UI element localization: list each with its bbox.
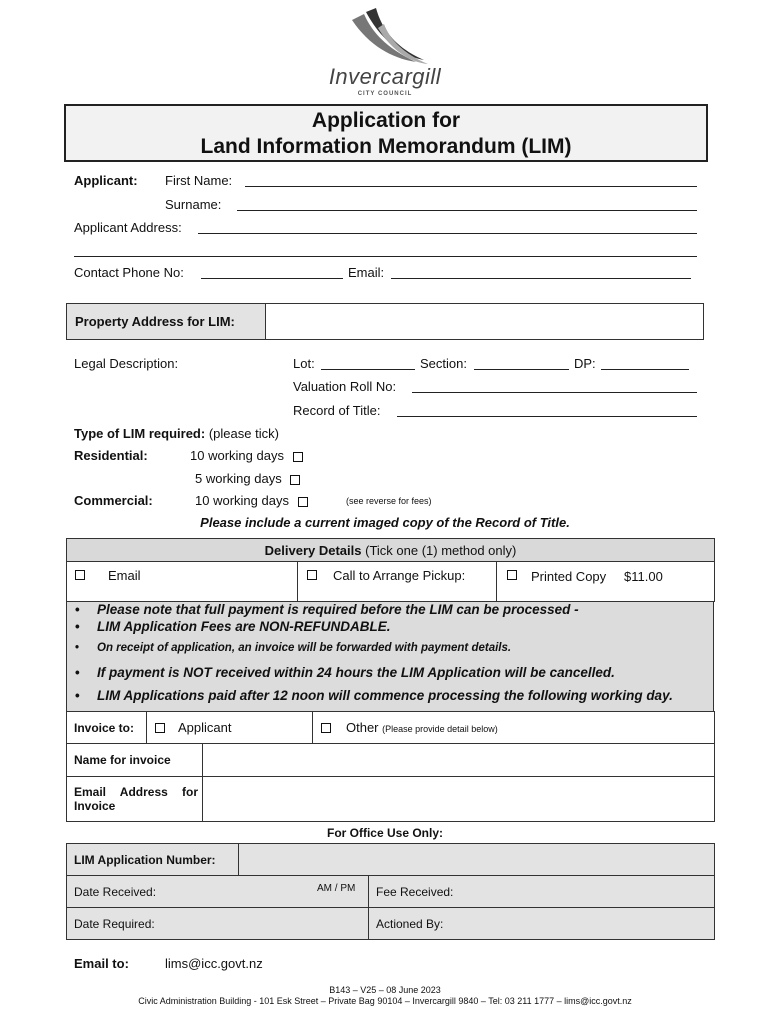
office-use-heading: For Office Use Only: [326,826,444,840]
note-item: • If payment is NOT received within 24 hours the LIM Application will be cancelled. [75,665,615,680]
section-field[interactable] [474,369,569,370]
invoice-name-field[interactable] [202,743,715,777]
surname-label: Surname: [165,197,222,212]
invoice-other-checkbox[interactable] [321,723,331,733]
commercial-10-days-checkbox[interactable] [298,497,308,507]
commercial-10-days-label: 10 working days [195,493,289,508]
delivery-email-checkbox[interactable] [75,570,85,580]
fee-received-cell[interactable] [368,875,715,908]
surname-field[interactable] [237,210,697,211]
property-address-field[interactable] [265,303,704,340]
fee-received-label: Fee Received: [376,885,454,899]
fees-note: (see reverse for fees) [346,496,432,506]
dp-label: DP: [574,356,596,371]
record-of-title-instruction: Please include a current imaged copy of the Record of Title. [200,515,570,530]
phone-label: Contact Phone No: [74,265,184,280]
commercial-10-days [195,493,308,508]
form-code: B143 – V25 – 08 June 2023 [329,985,441,995]
email-field[interactable] [391,278,691,279]
address-field-line2[interactable] [74,256,697,257]
invoice-other-note: (Please provide detail below) [382,724,498,734]
residential-5-days [195,471,300,486]
delivery-heading: Delivery Details [264,543,362,558]
residential-5-days-checkbox[interactable] [290,475,300,485]
record-of-title-field[interactable] [397,416,697,417]
valuation-field[interactable] [412,392,697,393]
phone-field[interactable] [201,278,343,279]
invoice-to-label-cell [66,711,147,744]
email-to-address[interactable]: lims@icc.govt.nz [165,956,263,971]
delivery-printed-price: $11.00 [624,569,663,584]
invoice-other-label: Other (Please provide detail below) [346,720,498,735]
title-line1: Application for [311,109,461,132]
residential-5-days-label: 5 working days [195,471,282,486]
applicant-label: Applicant: [74,173,138,188]
legal-description-label: Legal Description: [74,356,179,371]
invoice-applicant-option[interactable] [146,711,313,744]
date-required-cell[interactable] [66,907,369,940]
invoice-to-label: Invoice to: [74,721,135,735]
invoice-email-label: Email Address for Invoice [74,785,198,813]
lim-number-label-cell [66,843,239,876]
first-name-field[interactable] [245,186,697,187]
note-item: • LIM Application Fees are NON-REFUNDABLE. [75,619,391,634]
dp-field[interactable] [601,369,689,370]
lim-number-field[interactable] [238,843,715,876]
delivery-printed-label: Printed Copy [531,569,607,584]
note-item: • Please note that full payment is required before the LIM can be processed - [75,602,579,617]
council-logo [320,8,450,100]
property-address-label-cell [66,303,266,340]
delivery-heading-note: (Tick one (1) method only) [365,543,517,558]
date-received-label: Date Received: [74,885,157,899]
first-name-label: First Name: [165,173,233,188]
logo-subtitle: CITY COUNCIL [357,91,413,97]
delivery-pickup-checkbox[interactable] [307,570,317,580]
title-line2: Land Information Memorandum (LIM) [200,135,572,158]
delivery-pickup-label: Call to Arrange Pickup: [333,568,466,583]
form-title-box [64,104,708,162]
commercial-label: Commercial: [74,493,153,508]
note-item: • LIM Applications paid after 12 noon will commence processing the following working day. [75,688,673,703]
delivery-pickup-option[interactable] [297,561,497,602]
lim-type-label: Type of LIM required: [74,426,206,441]
residential-10-days-checkbox[interactable] [293,452,303,462]
logo-swoosh-icon [320,8,450,70]
delivery-email-option[interactable] [66,561,298,602]
lot-label: Lot: [293,356,315,371]
email-to-label: Email to: [74,956,129,971]
section-label: Section: [420,356,467,371]
ampm-label: AM / PM [317,883,356,894]
lim-type-note: (please tick) [208,426,279,441]
payment-notes [66,602,714,712]
lim-type-heading [74,426,279,441]
invoice-name-label: Name for invoice [74,753,171,767]
invoice-applicant-label: Applicant [178,720,232,735]
invoice-other-option[interactable] [312,711,715,744]
residential-10-days [190,448,303,463]
lim-number-label: LIM Application Number: [74,853,216,867]
email-label: Email: [348,265,385,280]
lot-field[interactable] [321,369,415,370]
address-field[interactable] [198,233,697,234]
actioned-by-cell[interactable] [368,907,715,940]
footer-address: Civic Administration Building - 101 Esk Street – Private Bag 90104 – Invercargill 9840 – Tel: 03 211 1777 – lims@icc.govt.nz [138,996,632,1006]
delivery-header [66,538,715,562]
logo-name: Invercargill [328,64,442,89]
property-address-label: Property Address for LIM: [75,314,235,329]
note-item: • On receipt of application, an invoice will be forwarded with payment details. [75,642,512,654]
invoice-email-field[interactable] [202,776,715,822]
delivery-printed-checkbox[interactable] [507,570,517,580]
residential-10-days-label: 10 working days [190,448,284,463]
address-label: Applicant Address: [74,220,182,235]
invoice-email-label-cell [66,776,203,822]
invoice-applicant-checkbox[interactable] [155,723,165,733]
record-of-title-label: Record of Title: [293,403,381,418]
invoice-name-label-cell [66,743,203,777]
valuation-label: Valuation Roll No: [293,379,397,394]
actioned-by-label: Actioned By: [376,917,444,931]
delivery-email-label: Email [108,568,141,583]
residential-label: Residential: [74,448,148,463]
delivery-printed-option[interactable] [496,561,715,602]
date-received-cell[interactable] [66,875,369,908]
date-required-label: Date Required: [74,917,155,931]
